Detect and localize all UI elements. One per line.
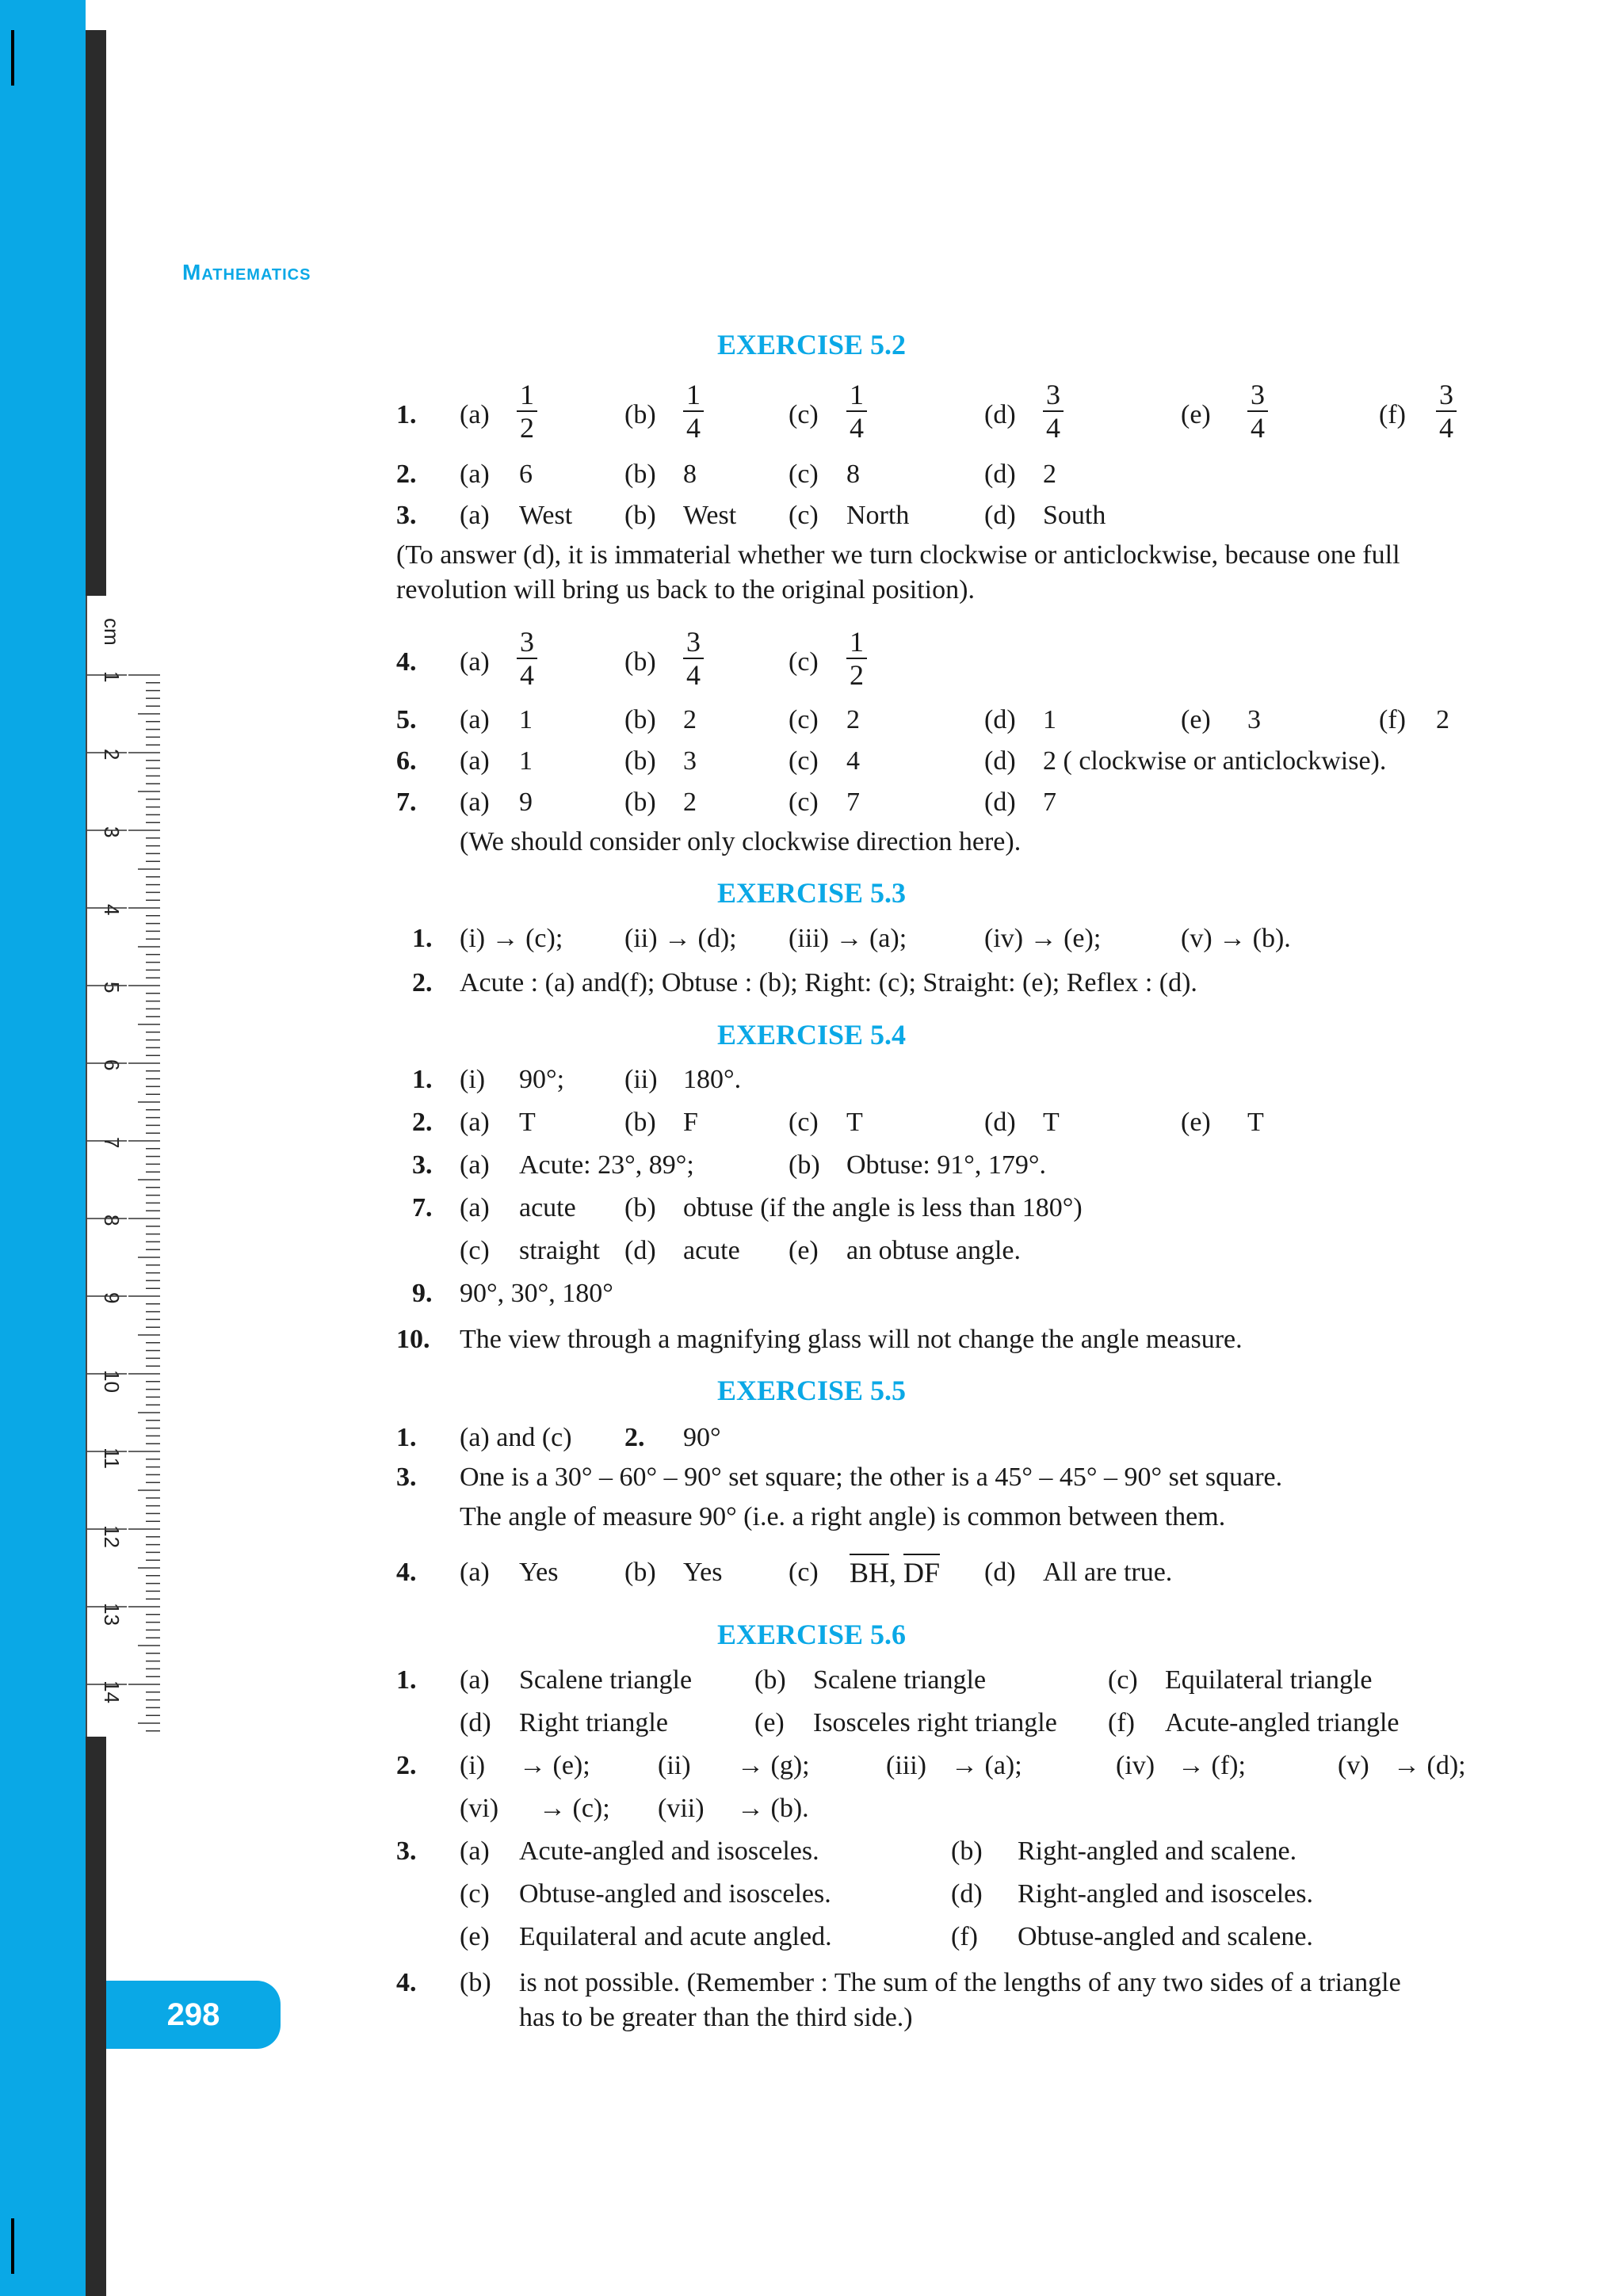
option-value: 1 <box>519 746 533 776</box>
question-number: 7. <box>412 1193 433 1222</box>
option-label: (e) <box>754 1708 785 1737</box>
option-label: (b) <box>754 1665 786 1695</box>
option-label: (a) <box>460 1108 490 1137</box>
question-number: 5. <box>396 705 417 734</box>
answer-text: The view through a magnifying glass will not change the angle measure. <box>460 1325 1243 1354</box>
option-value: West <box>519 501 573 530</box>
option-value: Isosceles right triangle <box>813 1708 1057 1737</box>
option-value: Yes <box>519 1558 559 1587</box>
option-label: (b) <box>460 1968 491 1997</box>
ruler-number: 1 <box>100 671 124 683</box>
option-label: (e) <box>1181 1108 1211 1137</box>
option-label: (b) <box>624 746 656 776</box>
option-label: (d) <box>984 746 1016 776</box>
option-label: (c) <box>460 1879 490 1909</box>
option-label: (b) <box>624 647 656 677</box>
option-value: 2 <box>1436 705 1449 734</box>
option-value: T <box>519 1108 536 1137</box>
fraction: $\frac{3}{4}$ <box>1043 379 1064 444</box>
option-label: (a) <box>460 788 490 817</box>
exercise-title: EXERCISE 5.5 <box>716 1375 907 1406</box>
option-label: (c) <box>789 460 819 489</box>
ruler-scale <box>87 596 160 1737</box>
option-label: (f) <box>1379 705 1406 734</box>
option-label: (e) <box>1181 705 1211 734</box>
ruler-number: 10 <box>100 1370 124 1393</box>
answer-text: One is a 30° – 60° – 90° set square; the other is a 45° – 45° – 90° set square. <box>460 1463 1283 1492</box>
option-value: 7 <box>846 788 860 817</box>
option-label: (iv) <box>1116 1751 1155 1780</box>
option-value: Acute-angled and isosceles. <box>519 1836 819 1866</box>
option-label: (c) <box>789 1558 819 1587</box>
answer-text: The angle of measure 90° (i.e. a right angle) is common between them. <box>460 1502 1226 1531</box>
answer-item: (ii) → (d); <box>624 924 737 953</box>
option-label: (c) <box>789 400 819 429</box>
option-value: Equilateral triangle <box>1165 1665 1373 1695</box>
option-label: (ii) <box>624 1065 658 1094</box>
option-value: → (b). <box>737 1794 809 1823</box>
option-value: 2 <box>683 788 697 817</box>
option-value: Yes <box>683 1558 723 1587</box>
option-value: 90°; <box>519 1065 565 1094</box>
option-label: (b) <box>624 400 656 429</box>
exercise-title: EXERCISE 5.6 <box>716 1619 907 1650</box>
crop-mark-top <box>0 30 14 86</box>
question-number: 1. <box>396 1665 417 1695</box>
question-number: 1. <box>396 400 417 429</box>
option-value: 9 <box>519 788 533 817</box>
question-number: 6. <box>396 746 417 776</box>
option-label: (a) <box>460 1665 490 1695</box>
ruler <box>86 596 160 1737</box>
option-value: F <box>683 1108 698 1137</box>
option-label: (i) <box>460 1065 486 1094</box>
fraction: $\frac{3}{4}$ <box>1436 379 1457 444</box>
note-text: (We should consider only clockwise direction here). <box>460 827 1022 856</box>
question-number: 3. <box>396 1836 417 1866</box>
option-label: (a) <box>460 460 490 489</box>
option-label: (c) <box>789 647 819 677</box>
option-value: T <box>1043 1108 1060 1137</box>
option-label: (v) <box>1338 1751 1369 1780</box>
option-label: (c) <box>789 746 819 776</box>
option-label: (d) <box>984 460 1016 489</box>
option-label: (b) <box>789 1150 820 1180</box>
segment-list: BH, DF <box>850 1556 940 1589</box>
option-value: → (d); <box>1393 1751 1466 1780</box>
ruler-unit-label: cm <box>100 618 124 646</box>
option-value: Equilateral and acute angled. <box>519 1922 832 1951</box>
option-label: (a) <box>460 1193 490 1222</box>
option-label: (b) <box>624 1193 656 1222</box>
option-label: (d) <box>984 400 1016 429</box>
option-value: 3 <box>1247 705 1261 734</box>
answer-item: (v) → (b). <box>1181 924 1291 953</box>
option-label: (i) <box>460 1751 486 1780</box>
answer-text: 90° <box>683 1423 721 1452</box>
option-value: → (a); <box>951 1751 1022 1780</box>
option-label: (a) <box>460 746 490 776</box>
question-number: 4. <box>396 1968 417 1997</box>
option-label: (ii) <box>658 1751 691 1780</box>
option-label: (e) <box>789 1236 819 1265</box>
option-value: Scalene triangle <box>813 1665 987 1695</box>
ruler-number: 9 <box>100 1292 124 1304</box>
option-label: (d) <box>984 501 1016 530</box>
option-label: (a) <box>460 647 490 677</box>
answer-text: has to be greater than the third side.) <box>519 2003 913 2032</box>
exercise-title: EXERCISE 5.2 <box>716 329 907 360</box>
option-label: (a) <box>460 1558 490 1587</box>
option-value: Acute: 23°, 89°; <box>519 1150 694 1180</box>
fraction: $\frac{1}{4}$ <box>683 379 704 444</box>
ruler-number: 4 <box>100 904 124 916</box>
option-label: (b) <box>624 1108 656 1137</box>
ruler-number: 6 <box>100 1059 124 1071</box>
option-value: Obtuse: 91°, 179°. <box>846 1150 1046 1180</box>
option-value: obtuse (if the angle is less than 180°) <box>683 1193 1083 1222</box>
question-number: 3. <box>396 1463 417 1492</box>
answer-text: (a) and (c) <box>460 1423 572 1452</box>
option-label: (iii) <box>886 1751 926 1780</box>
note-text: (To answer (d), it is immaterial whether we turn clockwise or anticlockwise, because one full <box>396 540 1400 570</box>
option-value: Scalene triangle <box>519 1665 693 1695</box>
option-value: 2 <box>1043 460 1056 489</box>
question-number: 1. <box>412 924 433 953</box>
question-number: 4. <box>396 647 417 677</box>
question-number: 2. <box>412 1108 433 1137</box>
option-label: (c) <box>789 501 819 530</box>
answer-text: Acute : (a) and(f); Obtuse : (b); Right: (c); Straight: (e); Reflex : (d). <box>460 968 1197 997</box>
option-value: 1 <box>1043 705 1056 734</box>
option-label: (a) <box>460 705 490 734</box>
option-value: 2 <box>683 705 697 734</box>
option-value: 8 <box>683 460 697 489</box>
option-value: acute <box>683 1236 740 1265</box>
option-label: (d) <box>624 1236 656 1265</box>
question-number: 2. <box>396 1751 417 1780</box>
option-label: (c) <box>789 1108 819 1137</box>
option-label: (f) <box>951 1922 978 1951</box>
running-header: Mathematics <box>182 260 311 284</box>
option-value: Right triangle <box>519 1708 668 1737</box>
option-label: (e) <box>460 1922 490 1951</box>
option-label: (c) <box>460 1236 490 1265</box>
option-label: (a) <box>460 1150 490 1180</box>
question-number: 7. <box>396 788 417 817</box>
ruler-number: 13 <box>100 1603 124 1626</box>
option-value: T <box>1247 1108 1264 1137</box>
option-label: (a) <box>460 400 490 429</box>
question-number: 4. <box>396 1558 417 1587</box>
option-value: T <box>846 1108 863 1137</box>
fraction: $\frac{3}{4}$ <box>683 626 704 691</box>
ruler-number: 3 <box>100 826 124 838</box>
segment-bh: BH <box>850 1554 889 1589</box>
fraction: $\frac{1}{2}$ <box>846 626 867 691</box>
question-number: 2. <box>624 1423 645 1452</box>
ruler-number: 5 <box>100 982 124 994</box>
option-label: (d) <box>460 1708 491 1737</box>
option-value: → (f); <box>1178 1751 1246 1780</box>
option-value: Right-angled and isosceles. <box>1018 1879 1313 1909</box>
option-label: (e) <box>1181 400 1211 429</box>
ruler-number: 7 <box>100 1137 124 1149</box>
option-label: (vii) <box>658 1794 705 1823</box>
option-value: North <box>846 501 910 530</box>
option-value: South <box>1043 501 1106 530</box>
exercise-title: EXERCISE 5.3 <box>716 877 907 909</box>
option-label: (f) <box>1379 400 1406 429</box>
option-label: (vi) <box>460 1794 499 1823</box>
option-value: West <box>683 501 737 530</box>
answer-item: (i) → (c); <box>460 924 563 953</box>
option-value: 8 <box>846 460 860 489</box>
option-label: (c) <box>1108 1665 1138 1695</box>
ruler-number: 2 <box>100 749 124 761</box>
option-label: (d) <box>984 705 1016 734</box>
option-value: 6 <box>519 460 533 489</box>
question-number: 1. <box>396 1423 417 1452</box>
option-value: Acute-angled triangle <box>1165 1708 1400 1737</box>
option-label: (c) <box>789 788 819 817</box>
option-label: (d) <box>984 788 1016 817</box>
option-value: 2 <box>846 705 860 734</box>
option-label: (b) <box>624 501 656 530</box>
question-number: 2. <box>412 968 433 997</box>
option-value: 1 <box>519 705 533 734</box>
option-value: 7 <box>1043 788 1056 817</box>
option-label: (a) <box>460 1836 490 1866</box>
option-value: 3 <box>683 746 697 776</box>
option-label: (c) <box>789 705 819 734</box>
fraction: $\frac{1}{2}$ <box>517 379 537 444</box>
option-value: an obtuse angle. <box>846 1236 1021 1265</box>
exercise-title: EXERCISE 5.4 <box>716 1019 907 1051</box>
fraction: $\frac{3}{4}$ <box>1247 379 1268 444</box>
option-value: 2 ( clockwise or anticlockwise). <box>1043 746 1387 776</box>
ruler-number: 14 <box>100 1680 124 1703</box>
fraction: $\frac{1}{4}$ <box>846 379 867 444</box>
option-value: acute <box>519 1193 576 1222</box>
fraction: $\frac{3}{4}$ <box>517 626 537 691</box>
option-value: → (g); <box>737 1751 810 1780</box>
option-value: straight <box>519 1236 600 1265</box>
answer-item: (iii) → (a); <box>789 924 907 953</box>
question-number: 3. <box>396 501 417 530</box>
option-value: 4 <box>846 746 860 776</box>
option-label: (d) <box>984 1558 1016 1587</box>
option-label: (d) <box>951 1879 983 1909</box>
answer-item: (iv) → (e); <box>984 924 1102 953</box>
option-value: → (c); <box>539 1794 610 1823</box>
option-value: 180°. <box>683 1065 742 1094</box>
crop-mark-bottom <box>0 2218 14 2274</box>
question-number: 9. <box>412 1279 433 1308</box>
note-text: revolution will bring us back to the original position). <box>396 575 975 605</box>
option-value: Obtuse-angled and scalene. <box>1018 1922 1313 1951</box>
question-number: 2. <box>396 460 417 489</box>
answer-text: is not possible. (Remember : The sum of the lengths of any two sides of a triangle <box>519 1968 1401 1997</box>
option-label: (b) <box>624 1558 656 1587</box>
segment-df: DF <box>903 1554 940 1589</box>
page-number: 298 <box>106 1981 281 2049</box>
option-value: Obtuse-angled and isosceles. <box>519 1879 831 1909</box>
question-number: 10. <box>396 1325 430 1354</box>
option-label: (b) <box>624 788 656 817</box>
option-value: All are true. <box>1043 1558 1173 1587</box>
ruler-number: 12 <box>100 1525 124 1548</box>
question-number: 1. <box>412 1065 433 1094</box>
option-label: (b) <box>624 705 656 734</box>
option-label: (b) <box>624 460 656 489</box>
ruler-number: 11 <box>100 1447 124 1469</box>
option-value: Right-angled and scalene. <box>1018 1836 1297 1866</box>
option-label: (b) <box>951 1836 983 1866</box>
ruler-number: 8 <box>100 1215 124 1226</box>
question-number: 3. <box>412 1150 433 1180</box>
option-label: (a) <box>460 501 490 530</box>
option-label: (f) <box>1108 1708 1135 1737</box>
option-value: → (e); <box>519 1751 590 1780</box>
option-label: (d) <box>984 1108 1016 1137</box>
answer-text: 90°, 30°, 180° <box>460 1279 613 1308</box>
